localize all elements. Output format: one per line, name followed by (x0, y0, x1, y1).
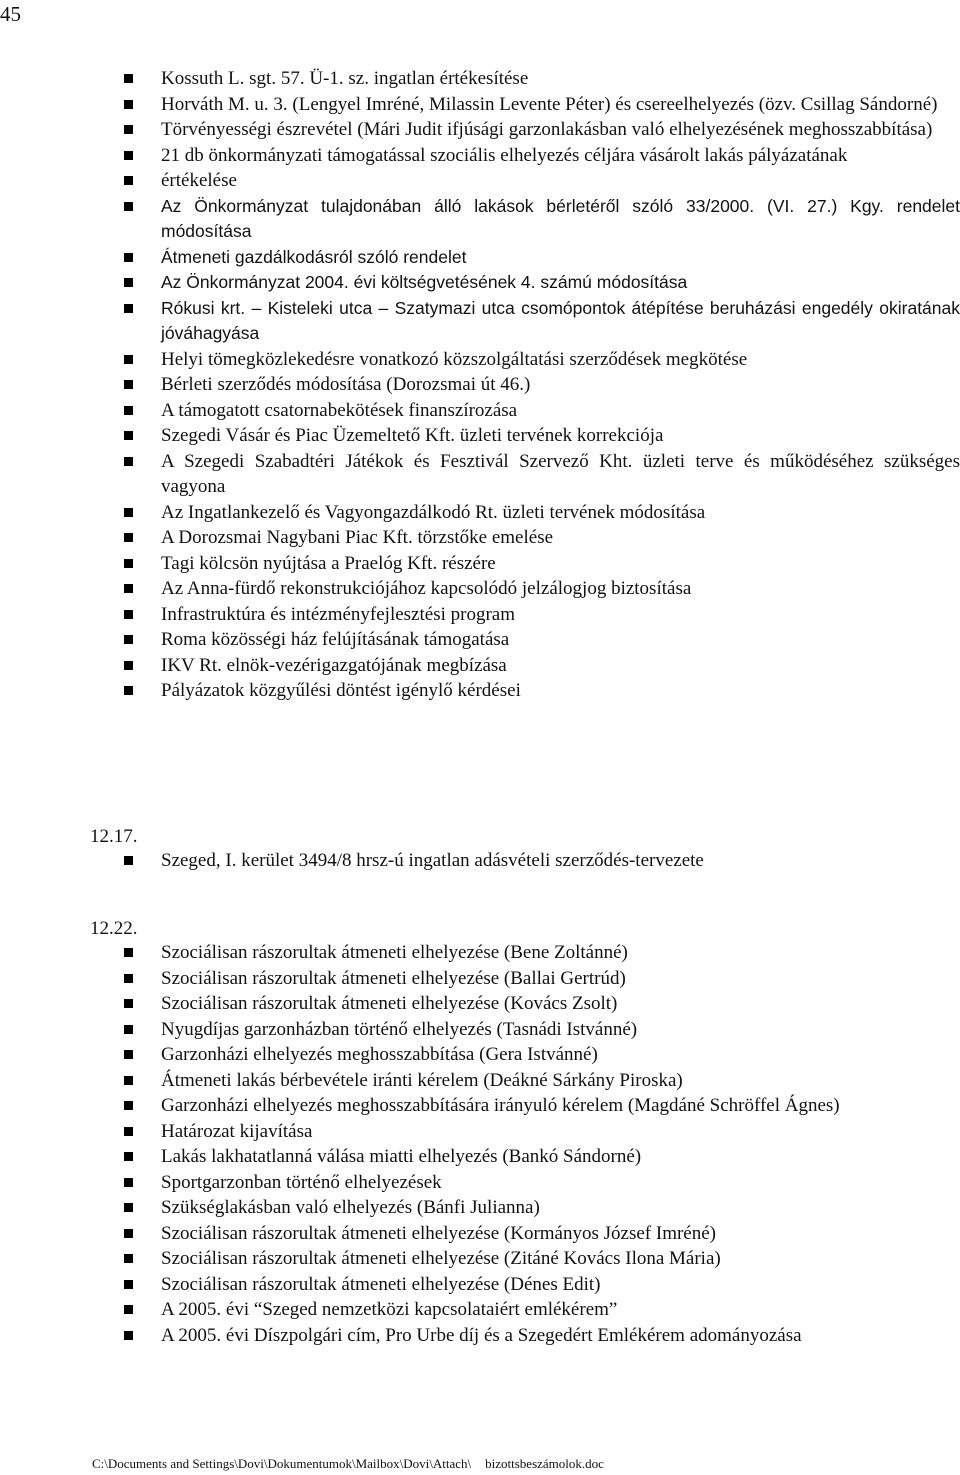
square-bullet-icon (124, 1229, 133, 1238)
square-bullet-icon (124, 125, 133, 134)
list-item: Szociálisan rászorultak átmeneti elhelyezése (Ballai Gertrúd) (0, 966, 960, 992)
list-item: Szociálisan rászorultak átmeneti elhelyezése (Zitáné Kovács Ilona Mária) (0, 1246, 960, 1272)
list-item: Rókusi krt. – Kisteleki utca – Szatymazi utca csomópontok átépítése beruházási engedély okiratának jóváhagyása (0, 296, 960, 347)
list-item: Szociálisan rászorultak átmeneti elhelyezése (Kormányos József Imréné) (0, 1221, 960, 1247)
list-item: A Szegedi Szabadtéri Játékok és Fesztivál Szervező Kht. üzleti terve és működéséhez szükséges vagyona (0, 449, 960, 500)
square-bullet-icon (124, 1280, 133, 1289)
list-item: A Dorozsmai Nagybani Piac Kft. törzstőke emelése (0, 525, 960, 551)
list-item: Az Önkormányzat 2004. évi költségvetésének 4. számú módosítása (0, 270, 960, 296)
square-bullet-icon (124, 1178, 133, 1187)
square-bullet-icon (124, 380, 133, 389)
list-item: Sportgarzonban történő elhelyezések (0, 1170, 960, 1196)
square-bullet-icon (124, 856, 133, 865)
list-item: Az Önkormányzat tulajdonában álló lakások bérletéről szóló 33/2000. (VI. 27.) Kgy. rendelet módosítása (0, 194, 960, 245)
square-bullet-icon (124, 304, 133, 313)
square-bullet-icon (124, 1101, 133, 1110)
square-bullet-icon (124, 406, 133, 415)
square-bullet-icon (124, 686, 133, 695)
list-item: Tagi kölcsön nyújtása a Praelóg Kft. részére (0, 551, 960, 577)
list-item: A támogatott csatornabekötések finanszírozása (0, 398, 960, 424)
list-item: Horváth M. u. 3. (Lengyel Imréné, Milassin Levente Péter) és csereelhelyezés (özv. Csillag Sándorné) (0, 92, 960, 118)
square-bullet-icon (124, 635, 133, 644)
square-bullet-icon (124, 559, 133, 568)
list-item: Kossuth L. sgt. 57. Ü-1. sz. ingatlan értékesítése (0, 66, 960, 92)
square-bullet-icon (124, 355, 133, 364)
list-item: Az Ingatlankezelő és Vagyongazdálkodó Rt. üzleti tervének módosítása (0, 500, 960, 526)
footer (92, 1456, 604, 1472)
square-bullet-icon (124, 457, 133, 466)
list-item: Az Anna-fürdő rekonstrukciójához kapcsolódó jelzálogjog biztosítása (0, 576, 960, 602)
list-item: A 2005. évi “Szeged nemzetközi kapcsolataiért emlékérem” (0, 1297, 960, 1323)
square-bullet-icon (124, 1203, 133, 1212)
list-item: Roma közösségi ház felújításának támogatása (0, 627, 960, 653)
square-bullet-icon (124, 431, 133, 440)
list-item: értékelése (0, 168, 960, 194)
footer-filename: bizottsbeszámolok.doc (485, 1456, 604, 1471)
square-bullet-icon (124, 533, 133, 542)
list-item: A 2005. évi Díszpolgári cím, Pro Urbe díj és a Szegedért Emlékérem adományozása (0, 1323, 960, 1349)
square-bullet-icon (124, 661, 133, 670)
agenda-list-1 (0, 66, 960, 704)
square-bullet-icon (124, 151, 133, 160)
list-item: IKV Rt. elnök-vezérigazgatójának megbízása (0, 653, 960, 679)
square-bullet-icon (124, 1076, 133, 1085)
square-bullet-icon (124, 508, 133, 517)
square-bullet-icon (124, 584, 133, 593)
list-item: 21 db önkormányzati támogatással szociális elhelyezés céljára vásárolt lakás pályázatának (0, 143, 960, 169)
agenda-list-3 (0, 940, 960, 1348)
date-label: 12.22. (90, 918, 138, 939)
square-bullet-icon (124, 253, 133, 262)
list-item: Nyugdíjas garzonházban történő elhelyezés (Tasnádi Istvánné) (0, 1017, 960, 1043)
square-bullet-icon (124, 278, 133, 287)
square-bullet-icon (124, 1254, 133, 1263)
list-item: Helyi tömegközlekedésre vonatkozó közszolgáltatási szerződések megkötése (0, 347, 960, 373)
square-bullet-icon (124, 1152, 133, 1161)
list-item: Szegedi Vásár és Piac Üzemeltető Kft. üzleti tervének korrekciója (0, 423, 960, 449)
list-item: Infrastruktúra és intézményfejlesztési program (0, 602, 960, 628)
list-item: Törvényességi észrevétel (Mári Judit ifjúsági garzonlakásban való elhelyezésének meghosszabbítása) (0, 117, 960, 143)
list-item: Szeged, I. kerület 3494/8 hrsz-ú ingatlan adásvételi szerződés-tervezete (0, 848, 960, 874)
square-bullet-icon (124, 176, 133, 185)
list-item: Átmeneti gazdálkodásról szóló rendelet (0, 245, 960, 271)
footer-path: C:\Documents and Settings\Dovi\Dokumentumok\Mailbox\Dovi\Attach\ (92, 1456, 472, 1471)
list-item: Határozat kijavítása (0, 1119, 960, 1145)
square-bullet-icon (124, 948, 133, 957)
list-item: Garzonházi elhelyezés meghosszabbítására irányuló kérelem (Magdáné Schröffel Ágnes) (0, 1093, 960, 1119)
square-bullet-icon (124, 1127, 133, 1136)
square-bullet-icon (124, 1025, 133, 1034)
square-bullet-icon (124, 974, 133, 983)
list-item: Lakás lakhatatlanná válása miatti elhelyezés (Bankó Sándorné) (0, 1144, 960, 1170)
square-bullet-icon (124, 999, 133, 1008)
list-item: Szociálisan rászorultak átmeneti elhelyezése (Bene Zoltánné) (0, 940, 960, 966)
square-bullet-icon (124, 1050, 133, 1059)
list-item: Átmeneti lakás bérbevétele iránti kérelem (Deákné Sárkány Piroska) (0, 1068, 960, 1094)
square-bullet-icon (124, 610, 133, 619)
square-bullet-icon (124, 100, 133, 109)
date-label: 12.17. (90, 826, 138, 847)
list-item: Szükséglakásban való elhelyezés (Bánfi Julianna) (0, 1195, 960, 1221)
square-bullet-icon (124, 202, 133, 211)
list-item: Szociálisan rászorultak átmeneti elhelyezése (Kovács Zsolt) (0, 991, 960, 1017)
square-bullet-icon (124, 74, 133, 83)
list-item: Szociálisan rászorultak átmeneti elhelyezése (Dénes Edit) (0, 1272, 960, 1298)
square-bullet-icon (124, 1331, 133, 1340)
page-number: 45 (0, 2, 21, 26)
square-bullet-icon (124, 1305, 133, 1314)
list-item: Garzonházi elhelyezés meghosszabbítása (Gera Istvánné) (0, 1042, 960, 1068)
list-item: Bérleti szerződés módosítása (Dorozsmai út 46.) (0, 372, 960, 398)
list-item: Pályázatok közgyűlési döntést igénylő kérdései (0, 678, 960, 704)
agenda-list-2 (0, 848, 960, 874)
